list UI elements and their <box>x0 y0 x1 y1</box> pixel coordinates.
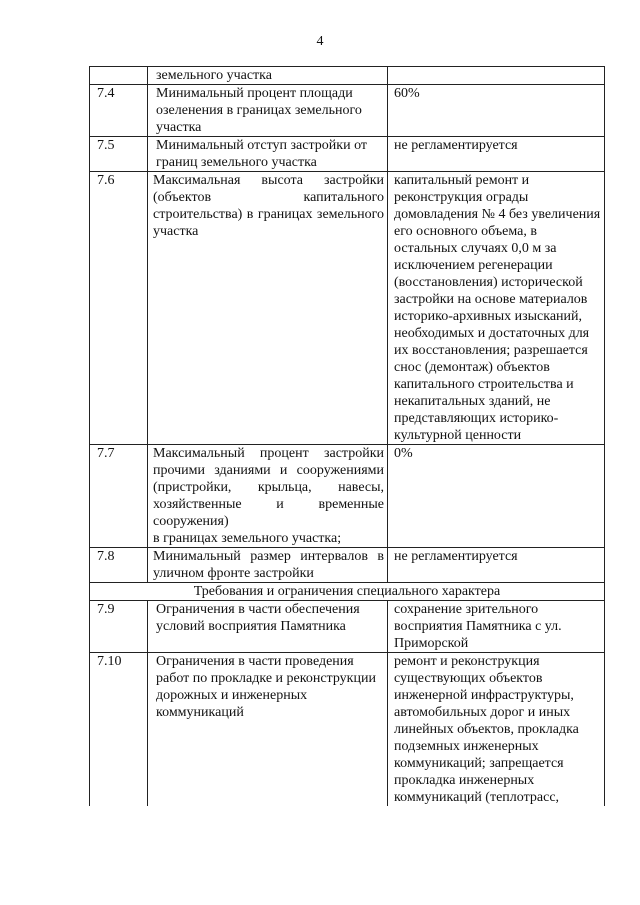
row-label: земельного участка <box>148 67 388 85</box>
row-value: ремонт и реконструкция существующих объектов инженерной инфраструктуры, автомобильных дорог и иных линейных объектов, прокладка подземных инженерных коммуникаций; запрещается прокладка инженерных коммуникаций (теплотрасс, <box>388 653 605 807</box>
row-number: 7.8 <box>90 548 148 583</box>
row-number: 7.7 <box>90 445 148 548</box>
table-row <box>90 653 605 807</box>
row-label: Ограничения в части обеспечения условий восприятия Памятника <box>148 601 388 653</box>
row-label: Ограничения в части проведения работ по прокладке и реконструкции дорожных и инженерных коммуникаций <box>148 653 388 807</box>
row-number: 7.9 <box>90 601 148 653</box>
row-label: Максимальная высота застройки (объектов капитального строительства) в границах земельного участка <box>148 172 388 445</box>
row-number: 7.4 <box>90 85 148 137</box>
section-heading: Требования и ограничения специального характера <box>90 583 605 601</box>
row-label: Минимальный процент площади озеленения в границах земельного участка <box>148 85 388 137</box>
row-label: Минимальный размер интервалов в уличном фронте застройки <box>148 548 388 583</box>
page-number: 4 <box>316 34 324 49</box>
row-number: 7.10 <box>90 653 148 807</box>
section-heading-row <box>90 583 605 601</box>
row-value <box>388 67 605 85</box>
table-row <box>90 601 605 653</box>
row-value: не регламентируется <box>388 548 605 583</box>
table-row <box>90 85 605 137</box>
row-value: сохранение зрительного восприятия Памятника с ул. Приморской <box>388 601 605 653</box>
row-number <box>90 67 148 85</box>
row-number: 7.5 <box>90 137 148 172</box>
row-label-main: Максимальный процент застройки прочими зданиями и сооружениями (пристройки, крыльца, навесы, хозяйственные и временные сооружения) <box>153 446 384 529</box>
row-value: не регламентируется <box>388 137 605 172</box>
row-label-extra: в границах земельного участка; <box>153 531 342 546</box>
row-value: капитальный ремонт и реконструкция ограды домовладения № 4 без увеличения его основного объема, в остальных случаях 0,0 м за исключением регенерации (восстановления) исторической застройки на основе материалов историко-архивных изысканий, необходимых и достаточных для их восстановления; разрешается снос (демонтаж) объектов капитального строительства и некапитальных зданий, не представляющих историко-культурной ценности <box>388 172 605 445</box>
table-row <box>90 172 605 445</box>
table-row <box>90 137 605 172</box>
regulations-table <box>89 66 605 806</box>
row-number: 7.6 <box>90 172 148 445</box>
row-value: 0% <box>388 445 605 548</box>
row-label: Минимальный отступ застройки от границ земельного участка <box>148 137 388 172</box>
table-row <box>90 67 605 85</box>
table-row <box>90 548 605 583</box>
row-label <box>148 445 388 548</box>
table-row <box>90 445 605 548</box>
row-value: 60% <box>388 85 605 137</box>
